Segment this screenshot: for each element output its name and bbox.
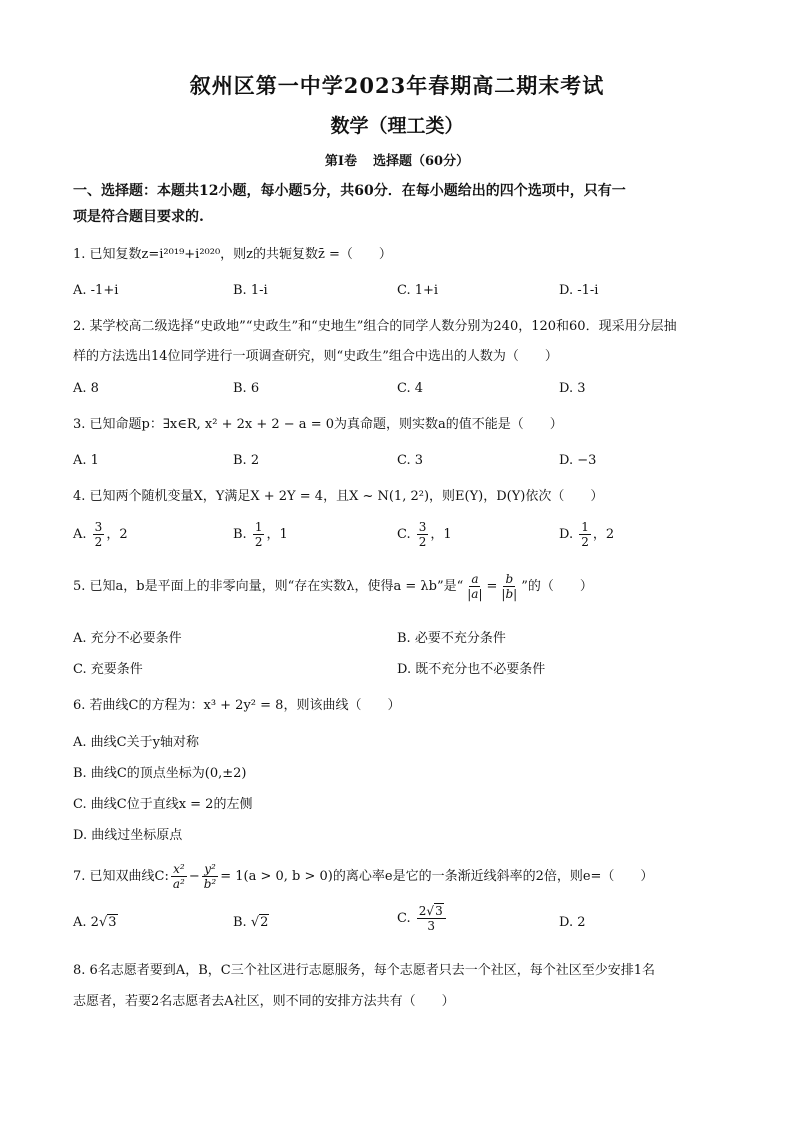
q5-option-c: C. 充要条件 bbox=[73, 662, 143, 677]
q5-option-d: D. 既不充分也不必要条件 bbox=[397, 662, 546, 677]
q1-option-d: D. -1-i bbox=[559, 283, 599, 298]
q8-stem-line1: 8. 6名志愿者要到A，B，C三个社区进行志愿服务，每个志愿者只去一个社区，每个社区至少安排1名 bbox=[73, 963, 655, 978]
q6-option-a: A. 曲线C关于y轴对称 bbox=[73, 735, 199, 750]
q7-option-d: D. 2 bbox=[559, 915, 586, 930]
q4-option-c-rest: ，1 bbox=[430, 527, 452, 542]
q4-option-a-fraction: $\frac{3}{2}$ bbox=[94, 520, 103, 549]
exam-subtitle: 数学（理工类） bbox=[330, 115, 464, 137]
q7-minus: − bbox=[188, 869, 200, 884]
q5-stem bbox=[73, 572, 733, 601]
q1-option-a: A. -1+i bbox=[73, 283, 119, 298]
q2-option-c: C. 4 bbox=[397, 381, 424, 396]
section-instruction-line1: 一、选择题：本题共12小题，每小题5分，共60分．在每小题给出的四个选项中，只有一 bbox=[73, 183, 626, 199]
q5-fraction-b: $\frac{b}{|b|}$ bbox=[501, 572, 518, 601]
q4-option-d bbox=[559, 520, 614, 549]
q7-option-c-label: C. bbox=[397, 911, 411, 926]
q2-option-d: D. 3 bbox=[559, 381, 586, 396]
q7-stem bbox=[73, 862, 733, 891]
q5-equals: = bbox=[486, 579, 498, 594]
q4-option-a bbox=[73, 520, 128, 549]
q7-stem-text: 7. 已知双曲线C: bbox=[73, 869, 169, 884]
q5-stem-text: 5. 已知a，b是平面上的非零向量，则“存在实数λ，使得a = λb”是“ bbox=[73, 579, 464, 594]
q4-option-d-fraction: $\frac{1}{2}$ bbox=[581, 520, 589, 549]
exam-title: 叙州区第一中学2023年春期高二期末考试 bbox=[189, 73, 605, 98]
q7-fraction-x: $\frac{\text{x²}}{\text{a²}}$ bbox=[172, 862, 185, 891]
q5-option-b: B. 必要不充分条件 bbox=[397, 631, 506, 646]
sqrt-icon: √3 bbox=[98, 915, 117, 930]
q7-option-b bbox=[233, 914, 269, 932]
q4-option-c bbox=[397, 520, 452, 549]
q4-option-a-label: A. bbox=[73, 527, 87, 542]
q2-stem-line2: 样的方法选出14位同学进行一项调查研究，则“史政生”组合中选出的人数为（ ） bbox=[73, 349, 558, 364]
q1-option-b: B. 1-i bbox=[233, 283, 268, 298]
q4-option-d-label: D. bbox=[559, 527, 574, 542]
section-instruction-line2: 项是符合题目要求的. bbox=[73, 209, 204, 225]
q4-option-a-rest: ，2 bbox=[106, 527, 128, 542]
q5-fraction-a: $\frac{a}{|a|}$ bbox=[467, 572, 483, 601]
q7-option-c-fraction: $\frac{2√3}{3}$ bbox=[417, 904, 446, 933]
q7-option-a bbox=[73, 914, 118, 932]
q7-option-a-coef: 2 bbox=[90, 915, 99, 930]
q4-option-b bbox=[233, 520, 288, 549]
q3-option-c: C. 3 bbox=[397, 453, 424, 468]
section-instruction bbox=[73, 178, 725, 230]
q3-option-b: B. 2 bbox=[233, 453, 260, 468]
q5-stem-end: ”的（ ） bbox=[521, 579, 593, 594]
q6-option-d: D. 曲线过坐标原点 bbox=[73, 828, 183, 843]
q6-option-c: C. 曲线C位于直线x = 2的左侧 bbox=[73, 797, 253, 812]
q4-stem: 4. 已知两个随机变量X，Y满足X + 2Y = 4，且X ~ N(1, 2²)，则E(Y)，D(Y)依次（ ） bbox=[73, 489, 604, 504]
q4-option-b-fraction: $\frac{1}{2}$ bbox=[254, 520, 263, 549]
q7-option-b-label: B. bbox=[233, 915, 247, 930]
q4-option-b-label: B. bbox=[233, 527, 247, 542]
q2-option-b: B. 6 bbox=[233, 381, 260, 396]
q2-stem-line1: 2. 某学校高二级选择“史政地”“史政生”和“史地生”组合的同学人数分别为240，120和60．现采用分层抽 bbox=[73, 319, 677, 334]
q3-stem: 3. 已知命题p：∃x∈R, x² + 2x + 2 − a = 0为真命题，则实数a的值不能是（ ） bbox=[73, 417, 563, 432]
q7-fraction-y: $\frac{\text{y²}}{\text{b²}}$ bbox=[203, 862, 217, 891]
q2-option-a: A. 8 bbox=[73, 381, 99, 396]
sqrt-icon: √3 bbox=[426, 904, 443, 918]
q5-option-a: A. 充分不必要条件 bbox=[73, 631, 182, 646]
q4-option-c-fraction: $\frac{3}{2}$ bbox=[418, 520, 427, 549]
q3-option-a: A. 1 bbox=[73, 453, 99, 468]
sqrt-icon: √2 bbox=[250, 915, 269, 930]
part-name: 选择题（60分） bbox=[373, 154, 470, 169]
q1-stem: 1. 已知复数z=i²⁰¹⁹+i²⁰²⁰，则z的共轭复数z̄ =（ ） bbox=[73, 247, 392, 262]
part-label: 第Ⅰ卷 bbox=[324, 154, 357, 169]
part-heading bbox=[0, 150, 794, 169]
q7-stem-end: = 1(a > 0, b > 0)的离心率e是它的一条渐近线斜率的2倍，则e=（ ） bbox=[220, 869, 654, 884]
q7-option-c bbox=[397, 904, 448, 933]
q4-option-d-rest: ，2 bbox=[592, 527, 615, 542]
q6-stem: 6. 若曲线C的方程为：x³ + 2y² = 8，则该曲线（ ） bbox=[73, 698, 401, 713]
q4-option-b-rest: ，1 bbox=[266, 527, 288, 542]
q4-option-c-label: C. bbox=[397, 527, 411, 542]
q3-option-d: D. −3 bbox=[559, 453, 597, 468]
q6-option-b: B. 曲线C的顶点坐标为(0,±2) bbox=[73, 766, 247, 781]
q1-option-c: C. 1+i bbox=[397, 283, 439, 298]
q7-option-a-label: A. bbox=[73, 915, 87, 930]
q8-stem-line2: 志愿者，若要2名志愿者去A社区，则不同的安排方法共有（ ） bbox=[73, 994, 455, 1009]
